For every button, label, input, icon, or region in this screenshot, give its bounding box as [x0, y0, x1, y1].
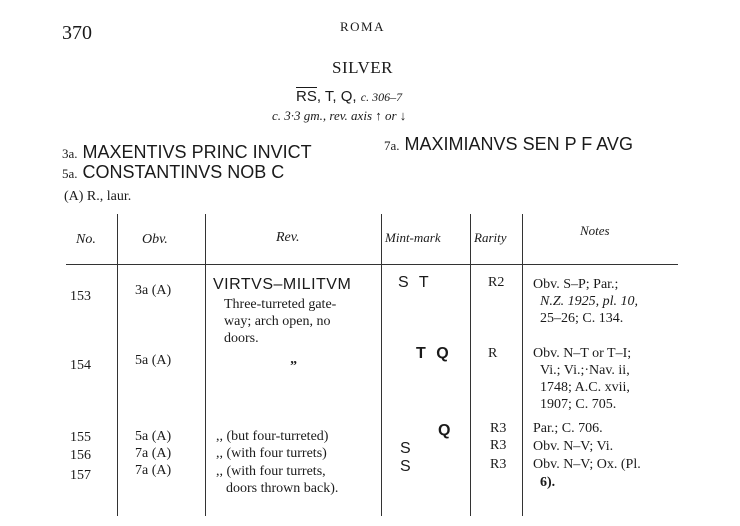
column-rule — [381, 214, 382, 516]
row-obv: 5a (A) — [135, 429, 172, 444]
legend-5a — [62, 162, 284, 183]
running-head: ROMA — [340, 19, 386, 34]
note-line: Obv. S–P; Par.; — [533, 277, 619, 292]
weight-line: c. 3·3 gm., rev. axis ↑ or ↓ — [272, 108, 407, 123]
legend-number: 3a. — [62, 146, 78, 161]
header-rule — [66, 264, 678, 265]
header-obv: Obv. — [142, 232, 168, 247]
mint-date: c. 306–7 — [360, 90, 403, 104]
rev-ditto: ” — [290, 359, 297, 374]
mint-mark: S — [400, 458, 414, 475]
row-obv: 5a (A) — [135, 353, 172, 368]
legend-text: CONSTANTINVS NOB C — [82, 162, 285, 182]
legend-text: MAXENTIVS PRINC INVICT — [82, 142, 312, 162]
header-mint: Mint-mark — [385, 230, 441, 245]
row-no: 155 — [70, 430, 91, 445]
note-line: 25–26; C. 134. — [540, 311, 624, 326]
column-rule — [205, 214, 206, 516]
note-line: 1748; A.C. xvii, — [540, 380, 630, 395]
column-rule — [522, 214, 523, 516]
mint-rs: RS — [296, 88, 317, 105]
row-no: 154 — [70, 358, 91, 373]
row-obv: 7a (A) — [135, 463, 172, 478]
legend-3a — [62, 142, 312, 163]
legend-number: 7a. — [384, 138, 400, 153]
page-number: 370 — [62, 22, 92, 44]
rarity: R2 — [488, 275, 505, 290]
mint-line — [296, 88, 402, 105]
legend-text: MAXIMIANVS SEN P F AVG — [404, 134, 633, 154]
rev-line: Three-turreted gate- — [224, 297, 337, 312]
row-no: 157 — [70, 468, 91, 483]
note-line: N.Z. 1925, pl. 10, — [540, 294, 639, 309]
mint-rest: , T, Q, — [316, 88, 357, 105]
mint-mark: Q — [438, 422, 454, 439]
header-notes: Notes — [580, 223, 610, 238]
column-rule — [117, 214, 118, 516]
legend-number: 5a. — [62, 166, 78, 181]
note-line: Obv. N–V; Vi. — [533, 439, 614, 454]
row-obv: 7a (A) — [135, 446, 172, 461]
note-line: Par.; C. 706. — [533, 421, 603, 436]
rev-legend: VIRTVS–MILITVM — [213, 276, 352, 293]
rarity: R3 — [490, 438, 507, 453]
rev-line: doors thrown back). — [226, 481, 339, 496]
rev-line: way; arch open, no — [224, 314, 331, 329]
note-line: 6). — [540, 475, 556, 490]
mint-mark: S — [400, 440, 414, 457]
mint-mark: S T — [398, 274, 432, 291]
rarity: R — [488, 346, 498, 361]
row-obv: 3a (A) — [135, 283, 172, 298]
header-no: No. — [76, 232, 96, 247]
rev-line: ,, (but four-turreted) — [216, 429, 329, 444]
rarity: R3 — [490, 457, 507, 472]
legend-7a — [384, 134, 633, 155]
rev-line: ,, (with four turrets, — [216, 464, 326, 479]
mint-mark: T Q — [416, 345, 452, 362]
bust-type: (A) R., laur. — [64, 189, 132, 204]
rarity: R3 — [490, 421, 507, 436]
row-no: 153 — [70, 289, 91, 304]
rev-line: ,, (with four turrets) — [216, 446, 327, 461]
header-rev: Rev. — [276, 230, 300, 245]
note-line: Obv. N–V; Ox. (Pl. — [533, 457, 641, 472]
row-no: 156 — [70, 448, 91, 463]
metal-heading: SILVER — [332, 58, 393, 77]
header-rarity: Rarity — [474, 230, 507, 245]
note-line: Vi.; Vi.;·Nav. ii, — [540, 363, 630, 378]
note-line: 1907; C. 705. — [540, 397, 617, 412]
column-rule — [470, 214, 471, 516]
note-line: Obv. N–T or T–I; — [533, 346, 632, 361]
rev-line: doors. — [224, 331, 259, 346]
